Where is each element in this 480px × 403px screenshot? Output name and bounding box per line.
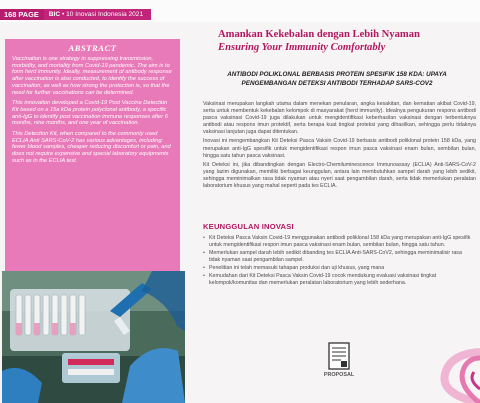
list-item: • Kit Deteksi Pasca Vaksin Covid-19 menggunakan antibodi poliklonal 158 kDa yang merupakan anti-IgG spesifik untuk mengidentifikasi respon imun pasca vaksinasi enam bulan, sembilan bulan, hingga satu tahun. bbox=[203, 235, 473, 249]
left-column bbox=[0, 24, 185, 403]
body-paragraph: Vaksinasi merupakan langkah utama dalam menekan penularan, angka kesakitan, dan kematian akibat Covid-19, serta untuk membentuk kekebalan kelompok di masyarakat (herd immunity). Idealnya pengukuran respons antibodi pasca vaksinasi Covid-19 juga dilakukan untuk mengidentifikasi keberhasilan vaksinasi dengan terbentuknya antibodi atau respons imun protektif, serta berapa kuat tingkat proteksi yang dihasilkan, sehingga perlu tidaknya vaksinasi lanjutan juga dapat ditentukan. bbox=[203, 101, 476, 136]
proposal-label: PROPOSAL bbox=[323, 372, 355, 378]
abstract-paragraph: This innovation developed a Covid-19 Post Vaccine Detection Kit based on a 15a kDa protein polyclonal antibody, a specific anti-IgG to identify post vaccination immune responses after 6 months, nine months, and one year of vaccination. bbox=[12, 100, 168, 127]
research-title: ANTIBODI POLIKLONAL BERBASIS PROTEIN SPESIFIK 158 KDA: UPAYA PENGEMBANGAN DETEKSI ANTIBODI TERHADAP SARS-COV2 bbox=[227, 71, 447, 87]
lab-photo bbox=[2, 271, 185, 403]
abstract-title: ABSTRACT bbox=[68, 43, 117, 53]
page-header bbox=[0, 9, 151, 20]
main-title: Amankan Kekebalan dengan Lebih Nyaman bbox=[218, 29, 420, 40]
abstract-box bbox=[5, 39, 180, 276]
proposal-badge bbox=[324, 342, 354, 384]
document-icon bbox=[328, 342, 350, 370]
list-item: • Memerlukan sampel darah lebih sedikit dibanding tes ECLIA Anti-SARS-CoV2, sehingga meminimalisir rasa tidak nyaman saat pengambilan sampel. bbox=[203, 250, 473, 264]
abstract-paragraph: Vaccination is one strategy in suppressing transmission, morbidity, and mortality from Covid-19 pandemic. The aim is to form herd immunity. Ideally, measurement of antibody response after vaccination is also conducted, to identify the success of vaccination, as well as how strong the protection is, so that the need for further vaccinations can be determined. bbox=[12, 56, 172, 96]
main-subtitle-english: Ensuring Your Immunity Comfortably bbox=[218, 42, 386, 53]
tagline: • 10 Inovasi Indonesia 2021 bbox=[61, 11, 144, 18]
keunggulan-list bbox=[203, 235, 473, 288]
body-paragraph: Kit Deteksi ini, jika dibandingkan dengan Electro-Chemiluminescence Immunoassay (ECLIA) Anti-SARS-CoV-2 yang lazim digunakan, memiliki berbagai keunggulan, antara lain membutuhkan sampel darah yang lebih sedikit, sehingga meminimalkan rasa tidak nyaman atau nyeri saat pengambilan darah, serta tidak memerlukan peralatan laboratorium khusus yang mahal seperti pada tes ECLIA. bbox=[203, 161, 476, 190]
body-text bbox=[203, 101, 476, 192]
list-item: • Penelitian ini telah memasuki tahapan produksi dan uji khusus, yang mana bbox=[203, 265, 473, 272]
right-column bbox=[198, 24, 480, 403]
body-paragraph: Inovasi ini mengembangkan Kit Deteksi Pasca Vaksin Covid-19 berbasis antibodi poliklonal protein 158 kDa, yang merupakan anti-IgG spesifik untuk mengidentifikasi respon imun pasca vaksinasi enam bulan, sembilan bulan, hingga satu tahun pasca vaksinasi. bbox=[203, 138, 476, 159]
abstract-paragraph: This Detection Kit, when compared to the commonly used ECLIA Anti SARS-CoV-2 has various advantages, including: fewer blood samples, cheaper reducing discomfort or pain, and does not require expensive and special laboratory equipments such as in the ECLIA test. bbox=[12, 131, 171, 164]
bic-tagline bbox=[44, 9, 151, 20]
decorative-swirl bbox=[410, 344, 480, 403]
page-number: 168 PAGE bbox=[0, 9, 44, 20]
keunggulan-heading: KEUNGGULAN INOVASI bbox=[203, 222, 294, 231]
list-item: • Kemudahan dari Kit Deteksi Pasca Vaksin Covid-19 cocok mendukung evaluasi vaksinasi tingkat kelompok/komunitas dan memerlukan peralatan laboratorium yang lebih sederhana. bbox=[203, 273, 473, 287]
bic-label: BIC bbox=[48, 11, 61, 18]
lab-photo-illustration bbox=[2, 271, 185, 403]
